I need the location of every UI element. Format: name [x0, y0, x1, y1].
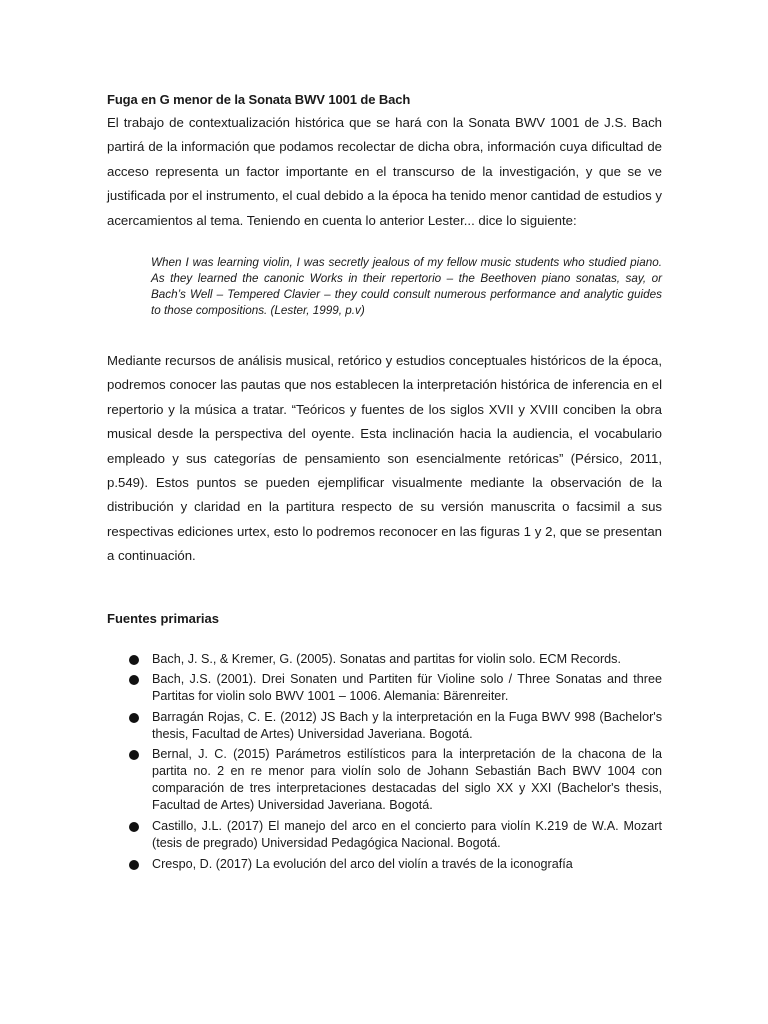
bullet-icon — [129, 822, 139, 832]
bullet-icon — [129, 750, 139, 760]
reference-text: Castillo, J.L. (2017) El manejo del arco en el concierto para violín K.219 de W.A. Mozart (tesis de pregrado) Universidad Pedagógica Nacional. Bogotá. — [152, 819, 662, 851]
reference-item — [107, 671, 662, 705]
reference-text: Bernal, J. C. (2015) Parámetros estilísticos para la interpretación de la chacona de la partita no. 2 en re menor para violín solo de Johann Sebastián Bach BWV 1004 con comparación de tres interpretaciones destacadas del siglo XX y XXI (Bachelor's thesis, Facultad de Artes) Universidad Javeriana. Bogotá. — [152, 747, 662, 813]
second-paragraph: Mediante recursos de análisis musical, retórico y estudios conceptuales históricos de la época, podremos conocer las pautas que nos establecen la interpretación histórica de inferencia en el repertorio y la música a tratar. “Teóricos y fuentes de los siglos XVII y XVIII conciben la obra musical desde la perspectiva del oyente. Esta inclinación hacia la audiencia, el vocabulario empleado y sus categorías de pensamiento son esencialmente retóricas” (Pérsico, 2011, p.549). Estos puntos se pueden ejemplificar visualmente mediante la observación de la distribución y claridad en la partitura respecto de su versión manuscrita o facsimil a sus respectivas ediciones urtex, esto lo podremos reconocer en las figuras 1 y 2, que se presentan a continuación. — [107, 353, 662, 564]
block-quote: When I was learning violin, I was secretly jealous of my fellow music students who studied piano. As they learned the canonic Works in their repertorio – the Beethoven piano sonatas, say, or Bach’s Well – Tempered Clavier – they could consult numerous performance and analytic guides to those compositions. (Lester, 1999, p.v) — [151, 256, 662, 318]
reference-item — [107, 709, 662, 743]
reference-text: Crespo, D. (2017) La evolución del arco del violín a través de la iconografía — [152, 856, 573, 871]
bullet-icon — [129, 860, 139, 870]
reference-item — [107, 856, 662, 873]
reference-item — [107, 746, 662, 814]
reference-text: Barragán Rojas, C. E. (2012) JS Bach y la interpretación en la Fuga BWV 998 (Bachelor's thesis, Facultad de Artes) Universidad Javeriana. Bogotá. — [152, 709, 662, 741]
reference-text: Bach, J.S. (2001). Drei Sonaten und Partiten für Violine solo / Three Sonatas and three Partitas for violin solo BWV 1001 – 1006. Alemania: Bärenreiter. — [152, 672, 662, 704]
reference-item — [107, 818, 662, 852]
reference-text: Bach, J. S., & Kremer, G. (2005). Sonatas and partitas for violin solo. ECM Records. — [152, 651, 621, 666]
document-page — [107, 90, 662, 876]
sources-heading: Fuentes primarias — [107, 610, 219, 626]
document-title: Fuga en G menor de la Sonata BWV 1001 de Bach — [107, 92, 411, 107]
bullet-icon — [129, 713, 139, 723]
intro-paragraph: El trabajo de contextualización histórica que se hará con la Sonata BWV 1001 de J.S. Bach partirá de la información que podamos recolectar de dicha obra, información cuya dificultad de acceso representa un factor importante en el transcurso de la investigación, y que se ve justificada por el instrumento, el cual debido a la época ha tenido menor cantidad de estudios y acercamientos al tema. Teniendo en cuenta lo anterior Lester... dice lo siguiente: — [107, 115, 662, 228]
bullet-icon — [129, 675, 139, 685]
references-list — [107, 651, 662, 873]
reference-item — [107, 651, 662, 668]
bullet-icon — [129, 655, 139, 665]
